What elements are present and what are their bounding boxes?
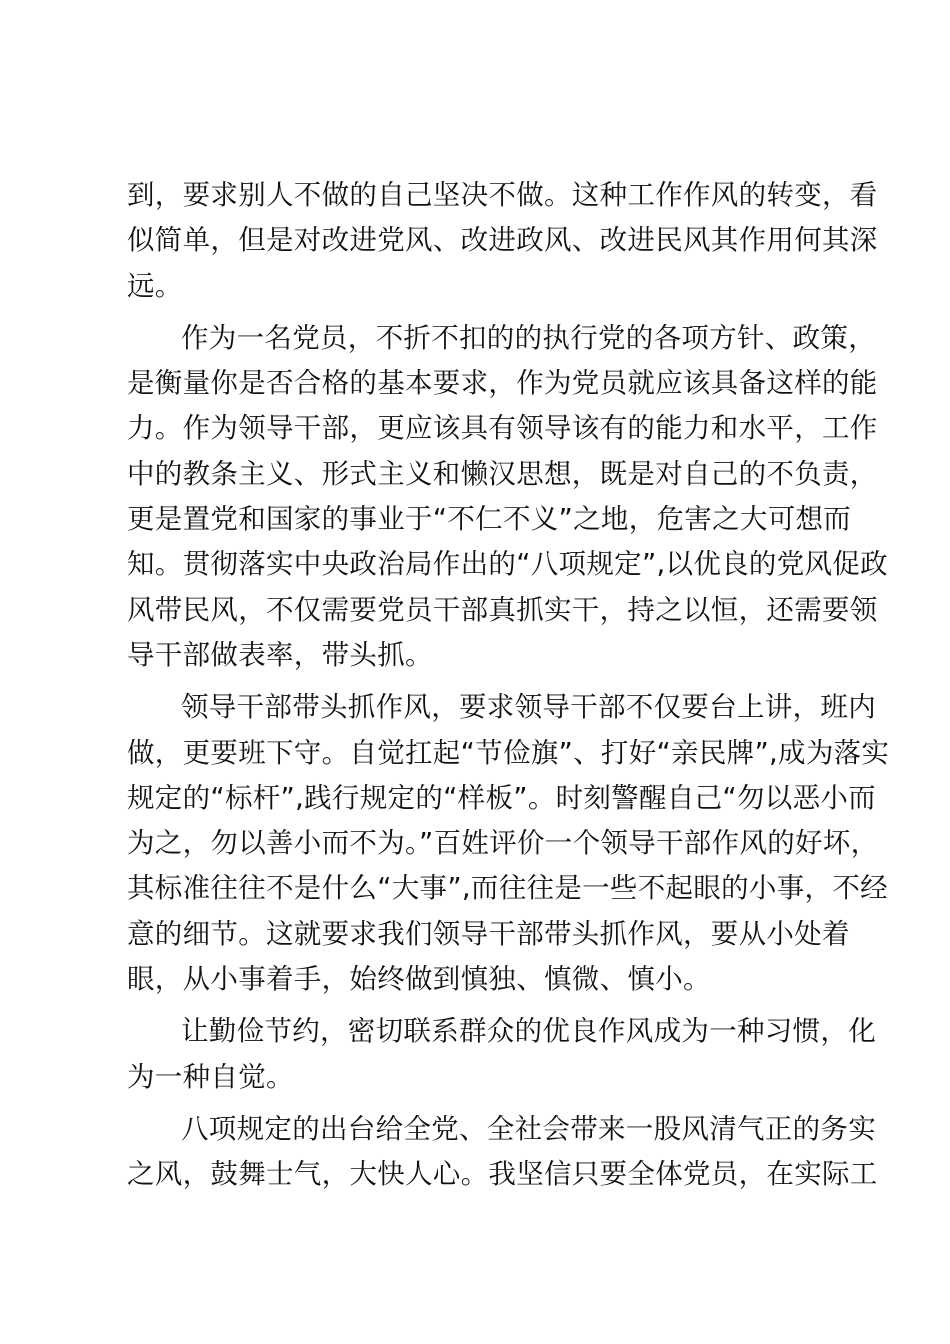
text-line: 风带民风，不仅需要党员干部真抓实干，持之以恒，还需要领 [127,593,878,626]
text-line: 知。贯彻落实中央政治局作出的“八项规定”,以优良的党风促政 [127,548,888,581]
text-line: 更是置党和国家的事业于“不仁不义”之地，危害之大可想而 [127,503,852,536]
text-line: 意的细节。这就要求我们领导干部带头抓作风，要从小处着 [127,917,850,950]
text-line: 之风，鼓舞士气，大快人心。我坚信只要全体党员，在实际工 [127,1158,878,1191]
text-line: 做，更要班下守。自觉扛起“节俭旗”、打好“亲民牌”,成为落实 [127,736,890,769]
text-line: 其标准往往不是什么“大事”,而往往是一些不起眼的小事，不经 [127,872,888,905]
text-line: 似简单，但是对改进党风、改进政风、改进民风其作用何其深 [127,224,878,257]
text-line: 规定的“标杆”,践行规定的“样板”。时刻警醒自己“勿以恶小而 [127,781,876,814]
text-line: 导干部做表率，带头抓。 [127,638,433,671]
body-text [127,173,890,1198]
text-line: 远。 [127,269,183,302]
text-line: 让勤俭节约，密切联系群众的优良作风成为一种习惯，化 [181,1015,876,1048]
text-line: 为一种自觉。 [127,1060,294,1093]
text-line: 八项规定的出台给全党、全社会带来一股风清气正的务实 [181,1112,876,1145]
paragraph-leadership [127,685,890,1002]
paragraph-habit [127,1009,876,1100]
text-line: 是衡量你是否合格的基本要求，作为党员就应该具备这样的能 [127,367,878,400]
paragraph-eight-rules [127,1107,878,1198]
text-line: 中的教条主义、形式主义和懒汉思想，既是对自己的不负责， [127,457,878,490]
text-line: 作为一名党员，不折不扣的的执行党的各项方针、政策， [181,321,876,354]
paragraph-party-member [127,316,888,678]
text-line: 力。作为领导干部，更应该具有领导该有的能力和水平，工作 [127,412,878,445]
text-line: 眼，从小事着手，始终做到慎独、慎微、慎小。 [127,963,711,996]
text-line: 为之，勿以善小而不为。”百姓评价一个领导干部作风的好坏， [127,827,879,860]
paragraph-continuation [127,173,878,309]
text-line: 领导干部带头抓作风，要求领导干部不仅要台上讲，班内 [181,691,876,724]
text-line: 到，要求别人不做的自己坚决不做。这种工作作风的转变，看 [127,179,878,211]
